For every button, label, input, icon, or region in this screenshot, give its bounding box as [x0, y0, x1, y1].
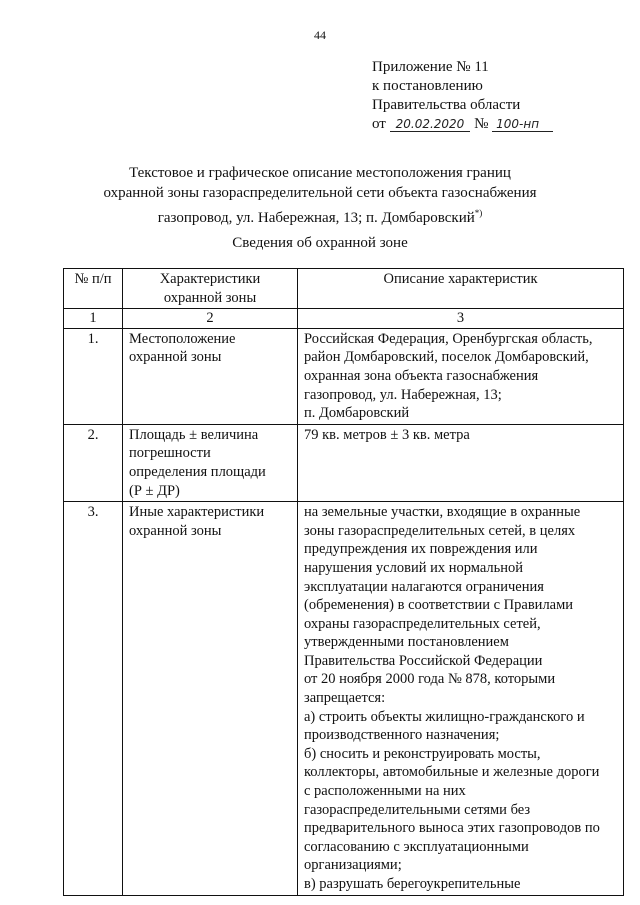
row-description: на земельные участки, входящие в охранные зоны газораспределительных сетей, в целях предупреждения их повреждения или нарушения условий их нормальной эксплуатации налагаются ограничения (обременения) в соответствии с Правилами охраны газораспределительных сетей, утвержденными постановлением Правительства Российской Федерации от 20 ноября 2000 года № 878, которыми запрещается: а) строить объекты жилищно-гражданского и производственного назначения; б) сносить и реконструировать мосты, коллекторы, автомобильные и железные дороги с расположенными на них газораспределительными сетями без предварительного выноса этих газопроводов по согласованию с эксплуатационными организациями; в) разрушать берегоукрепительные: [298, 502, 624, 895]
footnote-mark: *): [474, 208, 483, 218]
row-number: 3.: [64, 502, 123, 895]
heading-line-3-text: газопровод, ул. Набережная, 13; п. Домбаровский: [157, 210, 475, 226]
section-title: Сведения об охранной зоне: [232, 235, 408, 251]
table-header-row: [64, 269, 624, 309]
row-number: 2.: [64, 424, 123, 501]
index-1: 1: [64, 309, 123, 329]
row-characteristic: Площадь ± величина погрешности определения площади (Р ± ДР): [123, 424, 298, 501]
header-characteristic: Характеристики охранной зоны: [123, 269, 298, 309]
row-characteristic: Местоположение охранной зоны: [123, 328, 298, 424]
handwritten-date: 20.02.2020: [390, 118, 471, 132]
table-row: [64, 502, 624, 895]
appendix-title: Приложение № 11: [372, 59, 489, 75]
table-row: [64, 328, 624, 424]
number-prefix: №: [474, 116, 489, 132]
index-3: 3: [298, 309, 624, 329]
handwritten-number: 100-нп: [492, 118, 553, 132]
row-characteristic: Иные характеристики охранной зоны: [123, 502, 298, 895]
zone-info-table: [63, 268, 624, 896]
appendix-line-3: Правительства области: [372, 97, 521, 113]
heading-line-2: охранной зоны газораспределительной сети объекта газоснабжения: [103, 185, 537, 201]
appendix-block: [372, 58, 553, 134]
date-prefix: от: [372, 116, 386, 132]
appendix-line-2: к постановлению: [372, 78, 483, 94]
document-heading: [60, 163, 580, 228]
heading-line-1: Текстовое и графическое описание местоположения границ: [129, 165, 511, 181]
heading-line-3: [60, 203, 580, 228]
table-index-row: [64, 309, 624, 329]
header-description: Описание характеристик: [298, 269, 624, 309]
row-description: 79 кв. метров ± 3 кв. метра: [298, 424, 624, 501]
appendix-date-line: [372, 115, 553, 134]
row-number: 1.: [64, 328, 123, 424]
index-2: 2: [123, 309, 298, 329]
page-number: 44: [314, 28, 326, 42]
row-description: Российская Федерация, Оренбургская область, район Домбаровский, поселок Домбаровский, охранная зона объекта газоснабжения газопровод, ул. Набережная, 13; п. Домбаровский: [298, 328, 624, 424]
table-row: [64, 424, 624, 501]
header-num: № п/п: [64, 269, 123, 309]
